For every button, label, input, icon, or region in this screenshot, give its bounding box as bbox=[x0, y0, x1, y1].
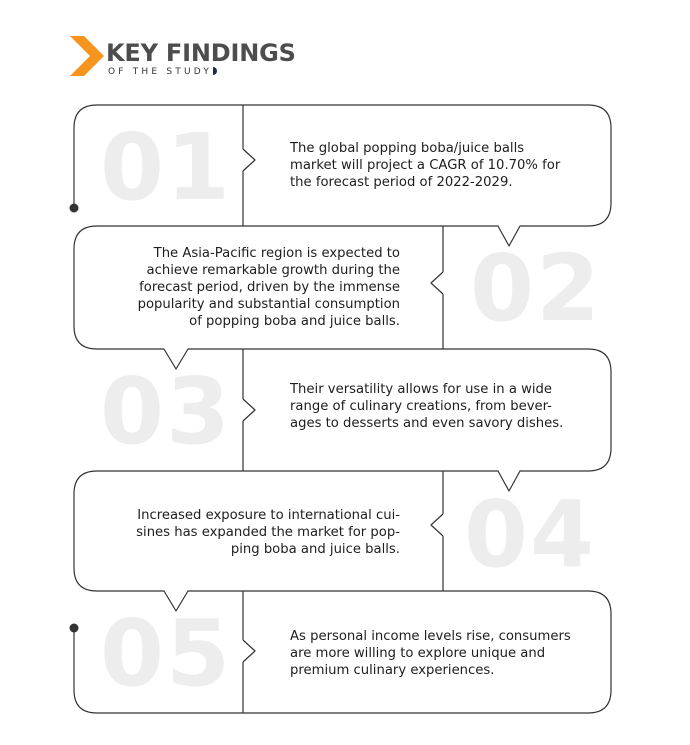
finding-text: The global popping boba/juice balls market will project a CAGR of 10.70% for the forecast period of 2022-2029. bbox=[290, 141, 561, 190]
finding-text: Their versatility allows for use in a wide range of culinary creations, from bever- ages to desserts and even savory dishes. bbox=[290, 382, 564, 431]
page-subtitle: OF THE STUDY bbox=[108, 67, 217, 77]
finding-text: As personal income levels rise, consumers are more willing to explore unique and premium culinary experiences. bbox=[290, 629, 571, 678]
page-title: KEY FINDINGS bbox=[106, 39, 296, 67]
end-dot bbox=[70, 624, 79, 633]
finding-number: 03 bbox=[100, 358, 233, 465]
finding-number: 01 bbox=[100, 114, 233, 221]
finding-text: Increased exposure to international cui- sines has expanded the market for pop- ping boba and juice balls. bbox=[136, 508, 400, 557]
finding-number: 05 bbox=[100, 600, 233, 707]
finding-number: 02 bbox=[470, 235, 603, 342]
finding-text: The Asia-Pacific region is expected to achieve remarkable growth during the forecast period, driven by the immense popularity and substantial consumption of popping boba and juice balls. bbox=[137, 246, 400, 329]
start-dot bbox=[70, 204, 79, 213]
finding-number: 04 bbox=[464, 481, 597, 588]
